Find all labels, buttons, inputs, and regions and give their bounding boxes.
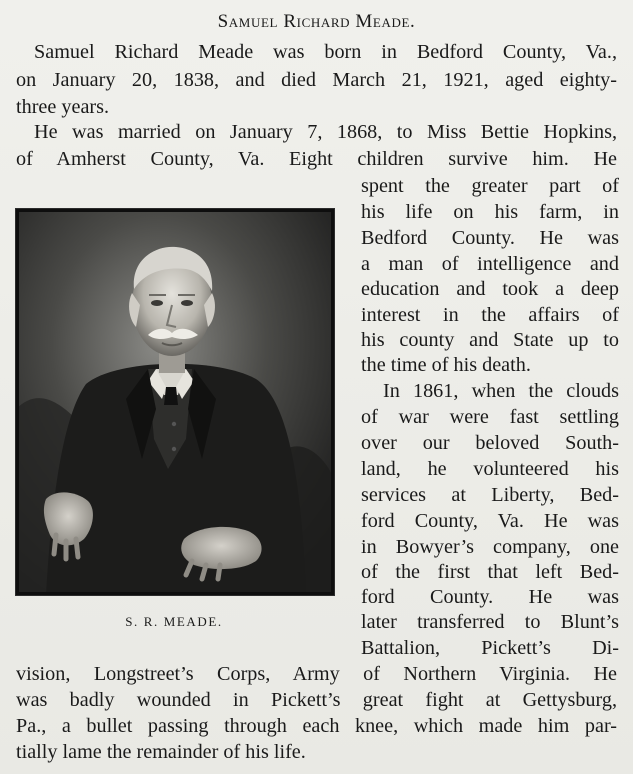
text-line: Samuel Richard Meade was born in Bedford County, Va., [34,41,617,63]
text-line: ford County. He was [361,586,619,608]
text-line: In 1861, when the clouds [383,380,619,402]
text-line: later transferred to Blunt’s [361,611,619,633]
article-title: Samuel Richard Meade. [217,11,416,32]
text-line: services at Liberty, Bed- [361,484,619,506]
text-line: He was married on January 7, 1868, to Miss Bettie Hopkins, [34,121,617,143]
text-line: his life on his farm, in [361,201,619,223]
portrait-photo [15,208,335,596]
text-line: Bedford County. He was [361,227,619,249]
text-line: spent the greater part of [361,175,619,197]
text-line: was badly wounded in Pickett’s great fight at Gettysburg, [16,689,617,711]
text-line: interest in the affairs of [361,304,619,326]
text-line: tially lame the remainder of his life. [16,741,306,763]
text-line: a man of intelligence and [361,253,619,275]
text-line: education and took a deep [361,278,619,300]
text-line: Battalion, Pickett’s Di- [361,637,619,659]
photo-caption: S. R. MEADE. [125,614,223,629]
text-line: on January 20, 1838, and died March 21, 1921, aged eighty- [16,69,617,91]
text-line: Pa., a bullet passing through each knee, which made him par- [16,715,617,737]
text-line: the time of his death. [361,354,531,376]
text-line: ford County, Va. He was [361,510,619,532]
text-line: his county and State up to [361,329,619,351]
text-line: over our beloved South- [361,432,619,454]
text-line: land, he volunteered his [361,458,619,480]
text-line: of Amherst County, Va. Eight children survive him. He [16,148,617,170]
text-line: vision, Longstreet’s Corps, Army of Northern Virginia. He [16,663,617,685]
text-line: of the first that left Bed- [361,561,619,583]
text-line: of war were fast settling [361,406,619,428]
text-line: in Bowyer’s company, one [361,536,619,558]
text-line: three years. [16,96,110,118]
portrait-image [16,209,334,595]
